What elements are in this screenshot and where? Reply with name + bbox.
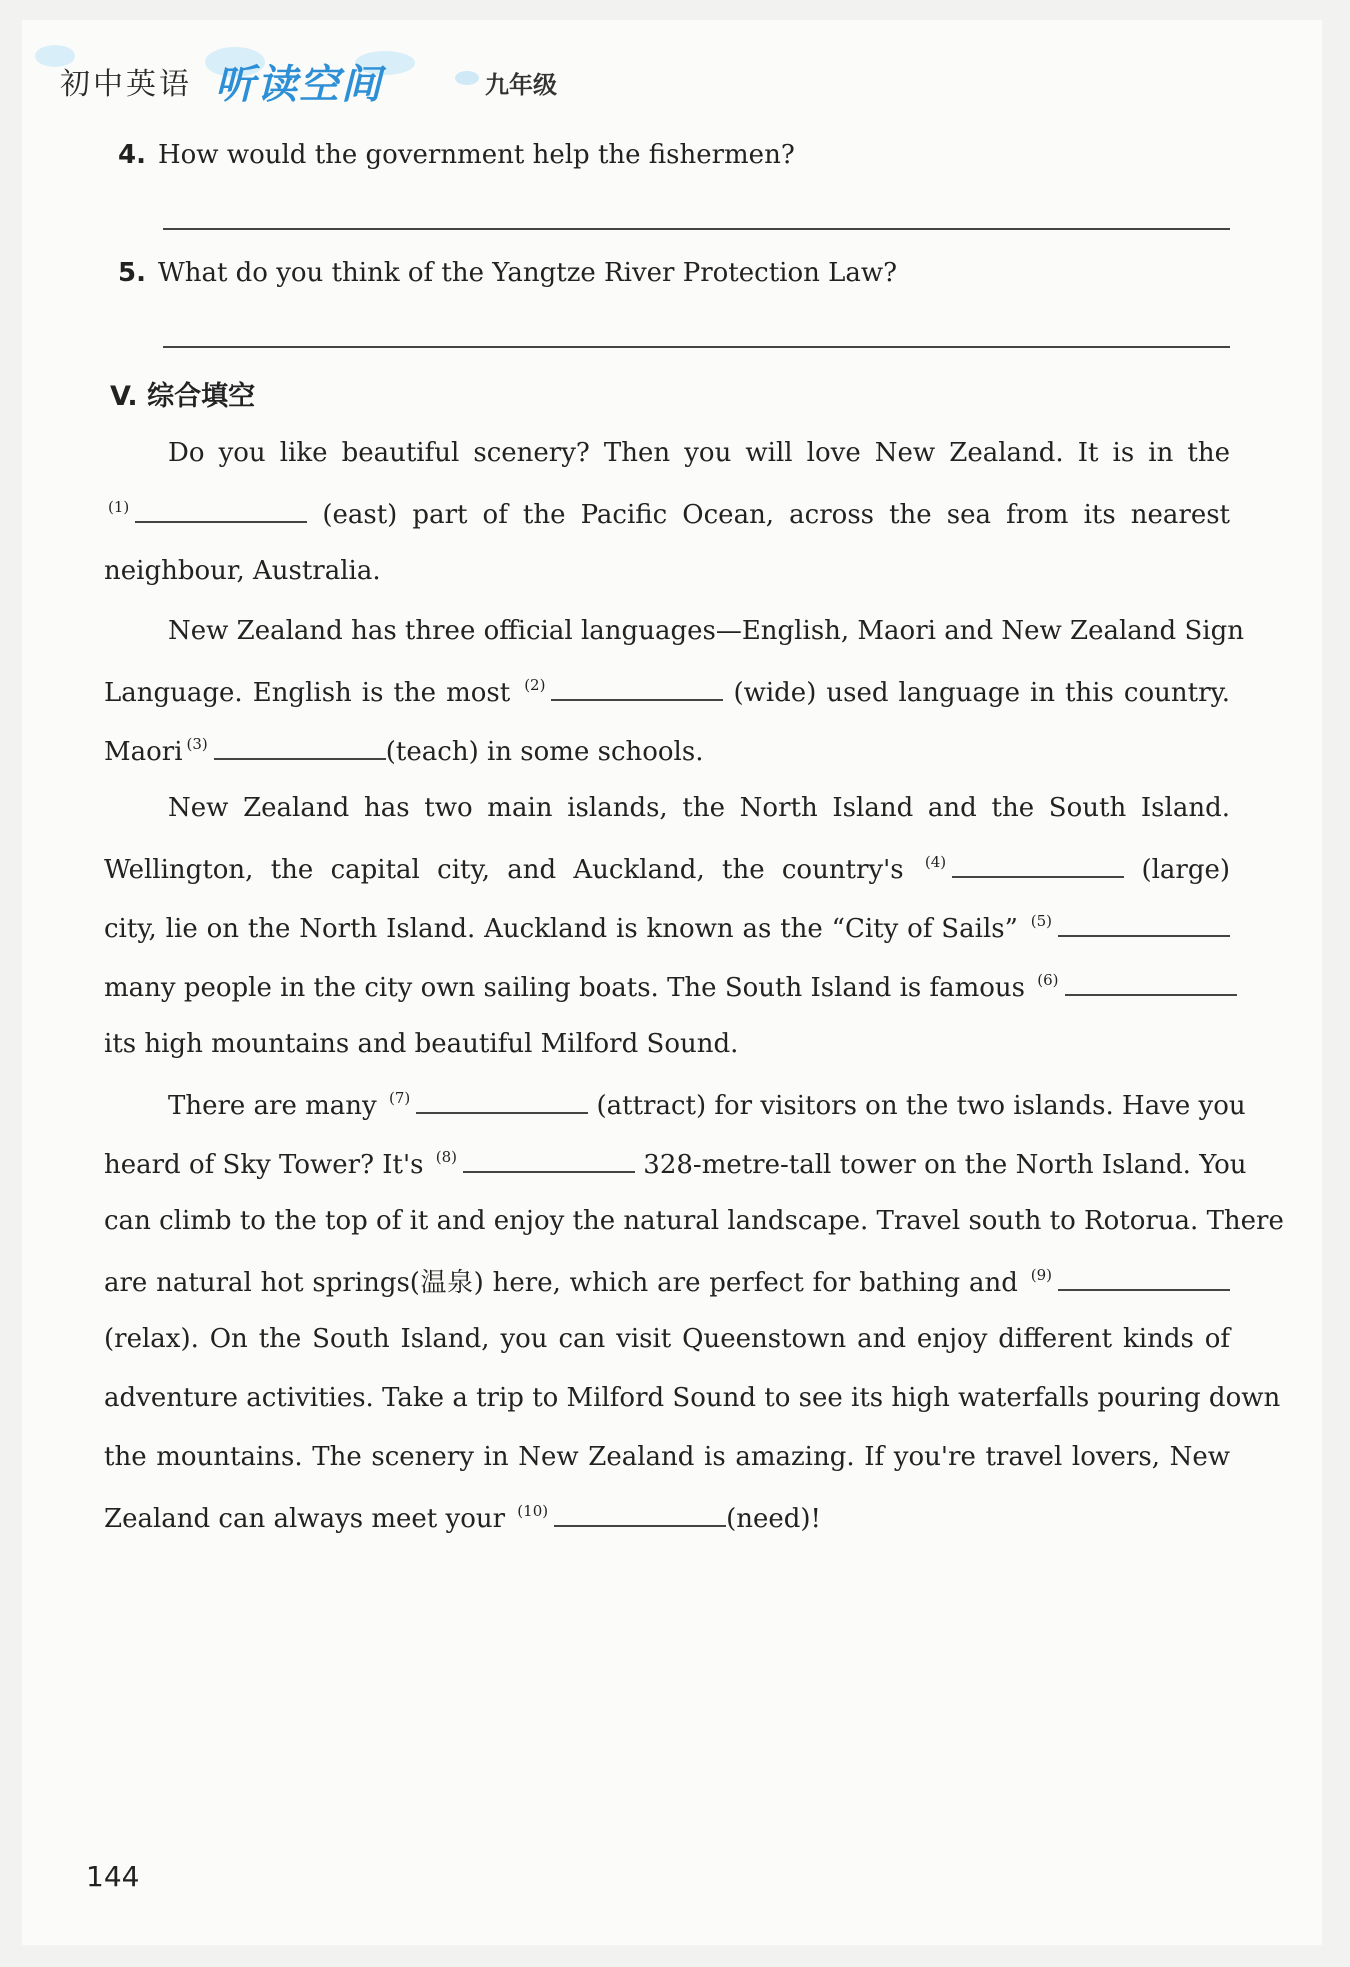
blank-number: (3) (186, 735, 208, 753)
section-title: V. 综合填空 (110, 381, 256, 412)
passage-text: (wide) used language in this country. (733, 678, 1230, 708)
brand-logo: 听读空间 (215, 62, 383, 108)
passage-text: There are many (168, 1091, 377, 1121)
passage-text: are natural hot springs(温泉) here, which are perfect for bathing and (104, 1268, 1018, 1298)
question-number: 4. (118, 140, 146, 170)
passage-line: the mountains. The scenery in New Zealand is amazing. If you're travel lovers, New (104, 1442, 1230, 1472)
answer-line-4[interactable] (163, 228, 1230, 230)
blank-4[interactable] (952, 854, 1124, 878)
passage-line: its high mountains and beautiful Milford Sound. (104, 1029, 739, 1059)
blank-number: (4) (924, 853, 947, 871)
answer-line-5[interactable] (163, 346, 1230, 348)
passage-line (104, 1267, 1230, 1296)
passage-text: (teach) in some schools. (385, 737, 704, 767)
passage-text: Maori (104, 737, 183, 767)
question-text: What do you think of the Yangtze River Protection Law? (157, 258, 898, 288)
blank-9[interactable] (1058, 1267, 1230, 1291)
passage-line: can climb to the top of it and enjoy the natural landscape. Travel south to Rotorua. There (104, 1206, 1284, 1236)
passage-text: (attract) for visitors on the two islands. Have you (596, 1091, 1246, 1121)
passage-text: Wellington, the capital city, and Auckland, the country's (104, 855, 904, 885)
passage-text: many people in the city own sailing boats. The South Island is famous (104, 973, 1026, 1003)
passage-text: 328-metre-tall tower on the North Island. You (643, 1150, 1247, 1180)
passage-line (104, 677, 1230, 706)
cloud-icon (455, 71, 479, 85)
blank-6[interactable] (1065, 972, 1237, 996)
blank-number: (1) (108, 498, 130, 516)
passage-line: New Zealand has two main islands, the North Island and the South Island. (168, 793, 1230, 823)
blank-2[interactable] (551, 677, 723, 701)
passage-text: Zealand can always meet your (104, 1504, 506, 1534)
question-text: How would the government help the fishermen? (157, 140, 795, 170)
passage-line: neighbour, Australia. (104, 556, 381, 586)
blank-1[interactable] (135, 499, 307, 523)
question-number: 5. (118, 258, 146, 288)
passage-line (104, 854, 1230, 883)
page-header (35, 45, 595, 115)
blank-3[interactable] (214, 736, 386, 760)
blank-10[interactable] (554, 1503, 726, 1527)
page-number: 144 (86, 1860, 140, 1893)
passage-line (104, 972, 1230, 1001)
blank-number: (2) (524, 676, 546, 694)
passage-text: Language. English is the most (104, 678, 511, 708)
blank-7[interactable] (416, 1090, 588, 1114)
passage-line: New Zealand has three official languages—English, Maori and New Zealand Sign (168, 616, 1244, 646)
blank-5[interactable] (1058, 913, 1230, 937)
passage-text: city, lie on the North Island. Auckland is known as the “City of Sails” (104, 914, 1018, 944)
passage-line (104, 1148, 1247, 1180)
blank-8[interactable] (463, 1149, 635, 1173)
passage-line (104, 736, 1230, 765)
blank-number: (10) (517, 1502, 549, 1520)
grade-label: 九年级 (485, 71, 557, 99)
passage-text: (need)! (726, 1504, 821, 1534)
passage-line: Do you like beautiful scenery? Then you will love New Zealand. It is in the (168, 438, 1230, 468)
blank-number: (5) (1030, 912, 1053, 930)
passage-text: heard of Sky Tower? It's (104, 1150, 424, 1180)
passage-line (104, 913, 1230, 942)
blank-number: (7) (389, 1089, 411, 1107)
question-5 (118, 258, 897, 288)
question-4 (118, 140, 795, 170)
passage-line (168, 1089, 1246, 1121)
book-series-title: 初中英语 (60, 67, 192, 102)
passage-text: (east) part of the Pacific Ocean, across the sea from its nearest (322, 500, 1231, 530)
passage-line (104, 499, 1230, 528)
passage-line: adventure activities. Take a trip to Milford Sound to see its high waterfalls pouring down (104, 1383, 1281, 1413)
passage-text: (large) (1141, 855, 1230, 885)
passage-line (104, 1503, 1230, 1532)
blank-number: (8) (435, 1148, 458, 1166)
blank-number: (6) (1037, 971, 1059, 989)
passage-line: (relax). On the South Island, you can visit Queenstown and enjoy different kinds of (104, 1324, 1230, 1354)
blank-number: (9) (1030, 1266, 1053, 1284)
